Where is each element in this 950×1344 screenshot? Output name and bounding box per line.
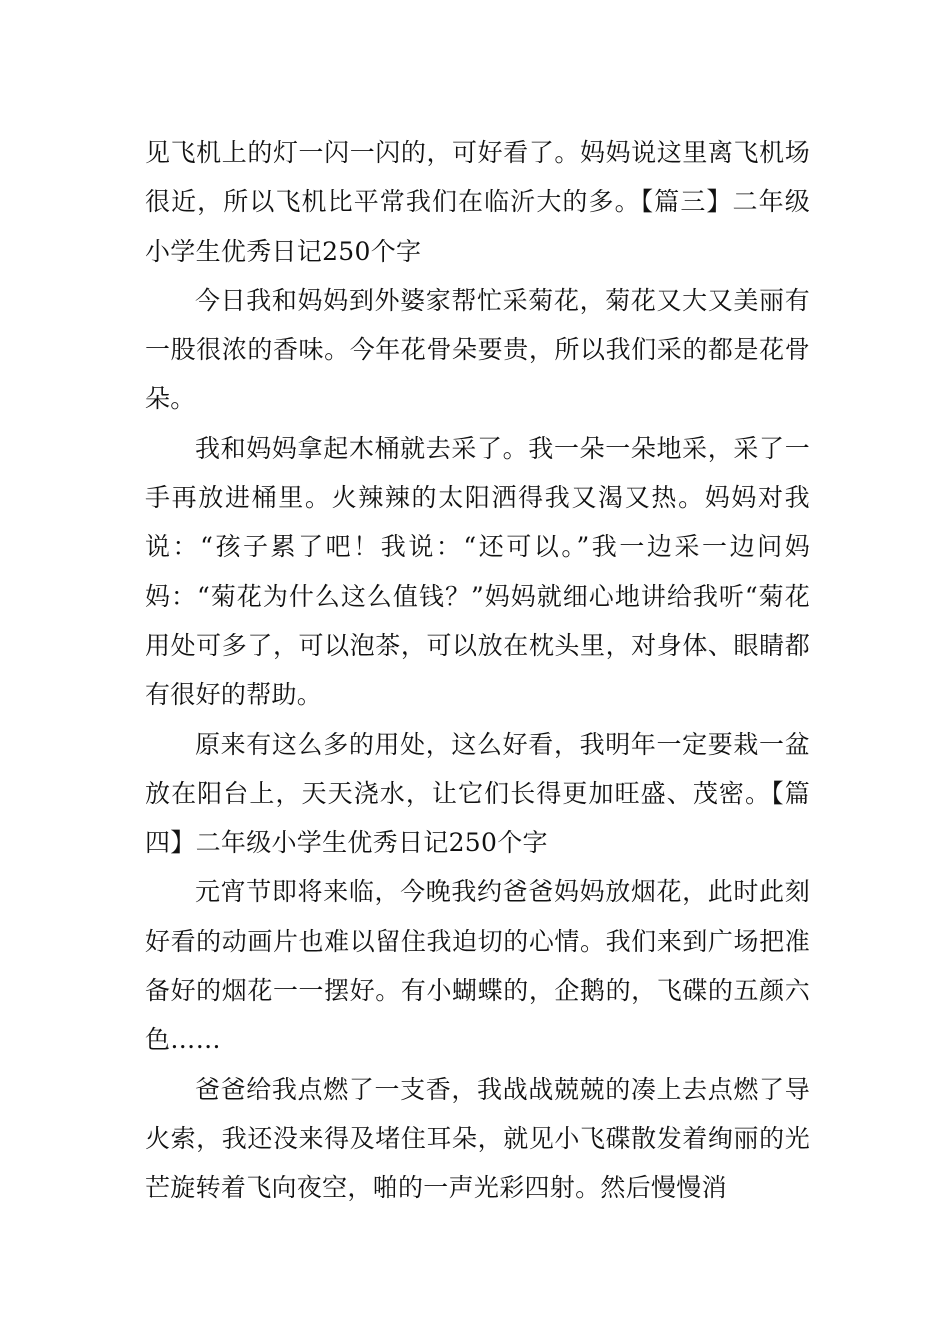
paragraph-1: 见飞机上的灯一闪一闪的，可好看了。妈妈说这里离飞机场很近，所以飞机比平常我们在临沂大的多。【篇三】二年级小学生优秀日记250个字 [145,138,810,266]
paragraph-3: 我和妈妈拿起木桶就去采了。我一朵一朵地采，采了一手再放进桶里。火辣辣的太阳洒得我又渴又热。妈妈对我说：“孩子累了吧！我说：“还可以。”我一边采一边问妈妈：“菊花为什么这么值钱？”妈妈就细心地讲给我听“菊花用处可多了，可以泡茶，可以放在枕头里，对身体、眼睛都有很好的帮助。 [145,433,810,710]
paragraph-2: 今日我和妈妈到外婆家帮忙采菊花，菊花又大又美丽有一股很浓的香味。今年花骨朵要贵，所以我们采的都是花骨朵。 [145,285,810,414]
document-body [145,128,810,1213]
paragraph-4: 原来有这么多的用处，这么好看，我明年一定要栽一盆放在阳台上，天天浇水，让它们长得更加旺盛、茂密。【篇四】二年级小学生优秀日记250个字 [145,729,810,858]
paragraph-6: 爸爸给我点燃了一支香，我战战兢兢的凑上去点燃了导火索，我还没来得及堵住耳朵，就见小飞碟散发着绚丽的光芒旋转着飞向夜空，啪的一声光彩四射。然后慢慢消 [145,1074,810,1203]
paragraph-5: 元宵节即将来临，今晚我约爸爸妈妈放烟花，此时此刻好看的动画片也难以留住我迫切的心情。我们来到广场把准备好的烟花一一摆好。有小蝴蝶的，企鹅的，飞碟的五颜六色…… [145,877,810,1055]
